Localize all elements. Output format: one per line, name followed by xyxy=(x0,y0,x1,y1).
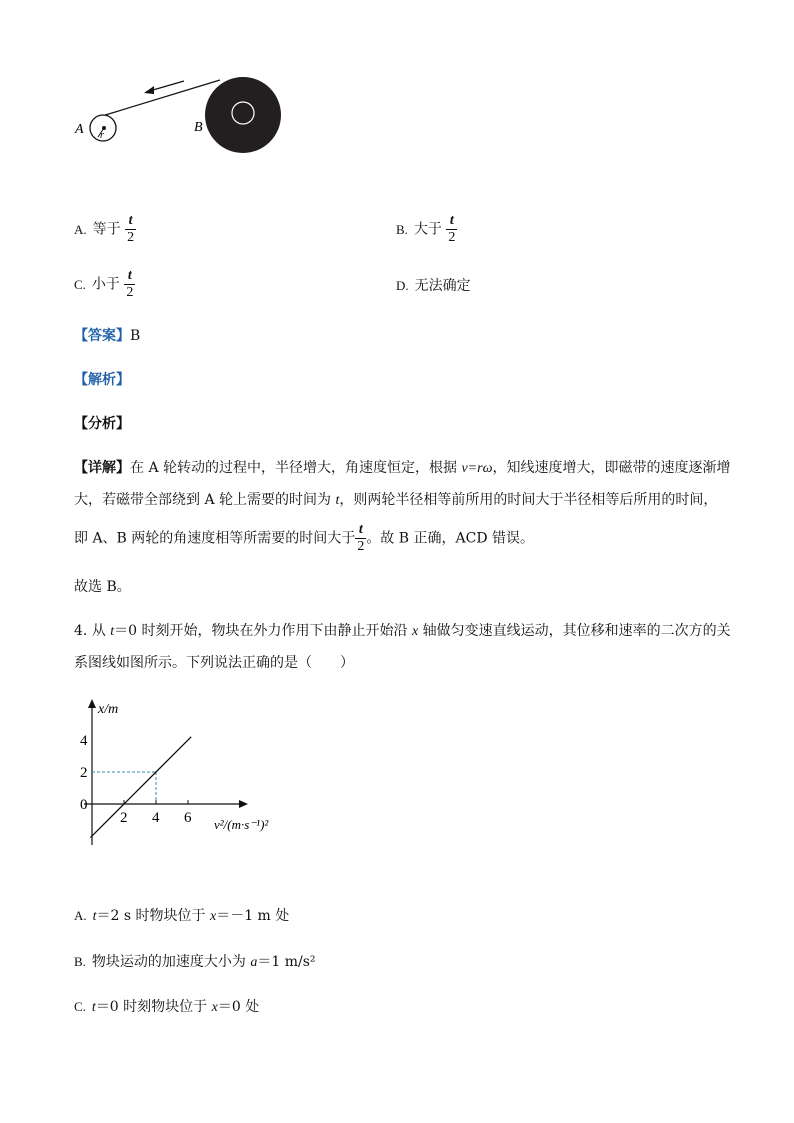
x-tick-label: 4 xyxy=(152,810,160,826)
motion-arrow-head xyxy=(144,86,154,94)
detail-text: 。故 B 正确，ACD 错误。 xyxy=(366,530,534,547)
detail-tag: 【详解】 xyxy=(74,460,130,476)
option-letter: D. xyxy=(396,278,409,293)
fraction xyxy=(446,213,457,246)
option-text: ＝0 时刻物块位于 xyxy=(95,999,212,1015)
frac-den: 2 xyxy=(357,539,365,554)
detail-text: 大，若磁带全部绕到 A 轮上需要的时间为 xyxy=(74,492,336,508)
option-text: 小于 xyxy=(91,276,120,293)
y-axis-arrow xyxy=(88,699,96,708)
formula: v=rω xyxy=(461,461,493,476)
x-axis-label: v²/(m·s⁻¹)² xyxy=(214,817,269,832)
y-tick-label: 0 xyxy=(80,797,88,813)
detail-text: ，知线速度增大，即磁带的速度逐渐增 xyxy=(492,460,731,476)
reel-b xyxy=(205,77,281,153)
fenxi-line xyxy=(74,414,734,434)
var-t: t xyxy=(335,493,340,508)
tape-line xyxy=(102,80,220,116)
detail-text: 即 A、B 两轮的角速度相等所需要的时间大于 xyxy=(74,530,356,547)
option-a xyxy=(74,213,136,246)
frac-num: t xyxy=(446,213,457,230)
analysis-tag: 【解析】 xyxy=(74,372,130,388)
series-line xyxy=(90,737,191,838)
q4-text: 从 xyxy=(91,623,111,639)
q4-number: 4. xyxy=(74,623,88,639)
y-tick-label: 2 xyxy=(80,765,88,781)
var-x: x xyxy=(411,624,419,639)
option-letter: C. xyxy=(74,276,86,292)
q4-line-2: 系图线如图所示。下列说法正确的是（ ） xyxy=(74,655,354,671)
var-t: t xyxy=(92,909,97,924)
fraction xyxy=(124,268,135,301)
answer-value: B xyxy=(130,328,141,344)
option-text: ＝1 m/s² xyxy=(257,954,316,970)
fenxi-tag: 【分析】 xyxy=(74,416,130,432)
var-a: a xyxy=(250,955,258,970)
option-text: 大于 xyxy=(413,221,442,238)
answer-tag: 【答案】 xyxy=(74,328,130,344)
option-text: ＝2 s 时物块位于 xyxy=(96,908,210,924)
x-tick-label: 6 xyxy=(184,810,192,826)
frac-den: 2 xyxy=(127,230,135,245)
conclusion: 故选 B。 xyxy=(74,579,131,595)
detail-line-1 xyxy=(74,458,734,479)
option-letter: A. xyxy=(74,908,87,923)
y-axis-label: x/m xyxy=(98,702,119,717)
detail-text: 在 A 轮转动的过程中，半径增大，角速度恒定，根据 xyxy=(130,460,462,476)
frac-den: 2 xyxy=(448,230,456,245)
q4-option-c xyxy=(74,997,734,1018)
x-tick-label: 2 xyxy=(120,810,128,826)
option-letter: C. xyxy=(74,999,86,1014)
option-letter: A. xyxy=(74,221,87,237)
option-d xyxy=(396,276,471,296)
frac-num: t xyxy=(355,522,366,539)
reel-figure xyxy=(70,72,290,162)
label-b: B xyxy=(194,120,203,135)
label-r: r xyxy=(100,130,104,141)
var-t: t xyxy=(110,624,115,639)
detail-line-3 xyxy=(74,522,734,555)
option-c xyxy=(74,268,135,301)
answer-line xyxy=(74,326,734,346)
frac-den: 2 xyxy=(126,285,134,300)
option-b xyxy=(396,213,457,246)
var-x: x xyxy=(209,909,217,924)
fraction xyxy=(125,213,136,246)
option-text: 无法确定 xyxy=(414,278,471,294)
option-text: 物块运动的加速度大小为 xyxy=(91,954,251,970)
q4-text: ＝0 时刻开始，物块在外力作用下由静止开始沿 xyxy=(114,623,412,639)
frac-num: t xyxy=(125,213,136,230)
var-t: t xyxy=(91,1000,96,1015)
option-letter: B. xyxy=(74,954,86,969)
fraction xyxy=(355,522,366,555)
option-text: ＝－1 m 处 xyxy=(216,908,290,924)
option-text: 等于 xyxy=(92,221,121,238)
xv2-graph xyxy=(76,695,316,855)
q4-option-a xyxy=(74,906,734,927)
analysis-line xyxy=(74,370,734,390)
option-text: ＝0 处 xyxy=(217,999,260,1015)
x-axis-arrow xyxy=(239,800,248,808)
detail-line-2 xyxy=(74,490,734,511)
q4-text: 轴做匀变速直线运动，其位移和速率的二次方的关 xyxy=(418,623,731,639)
label-a: A xyxy=(75,122,84,137)
q4-option-b xyxy=(74,952,734,973)
option-letter: B. xyxy=(396,221,408,237)
frac-num: t xyxy=(124,268,135,285)
q4-line-1 xyxy=(74,621,734,642)
var-x: x xyxy=(211,1000,218,1015)
detail-text: ，则两轮半径相等前所用的时间大于半径相等后所用的时间， xyxy=(339,492,718,508)
y-tick-label: 4 xyxy=(80,733,88,749)
